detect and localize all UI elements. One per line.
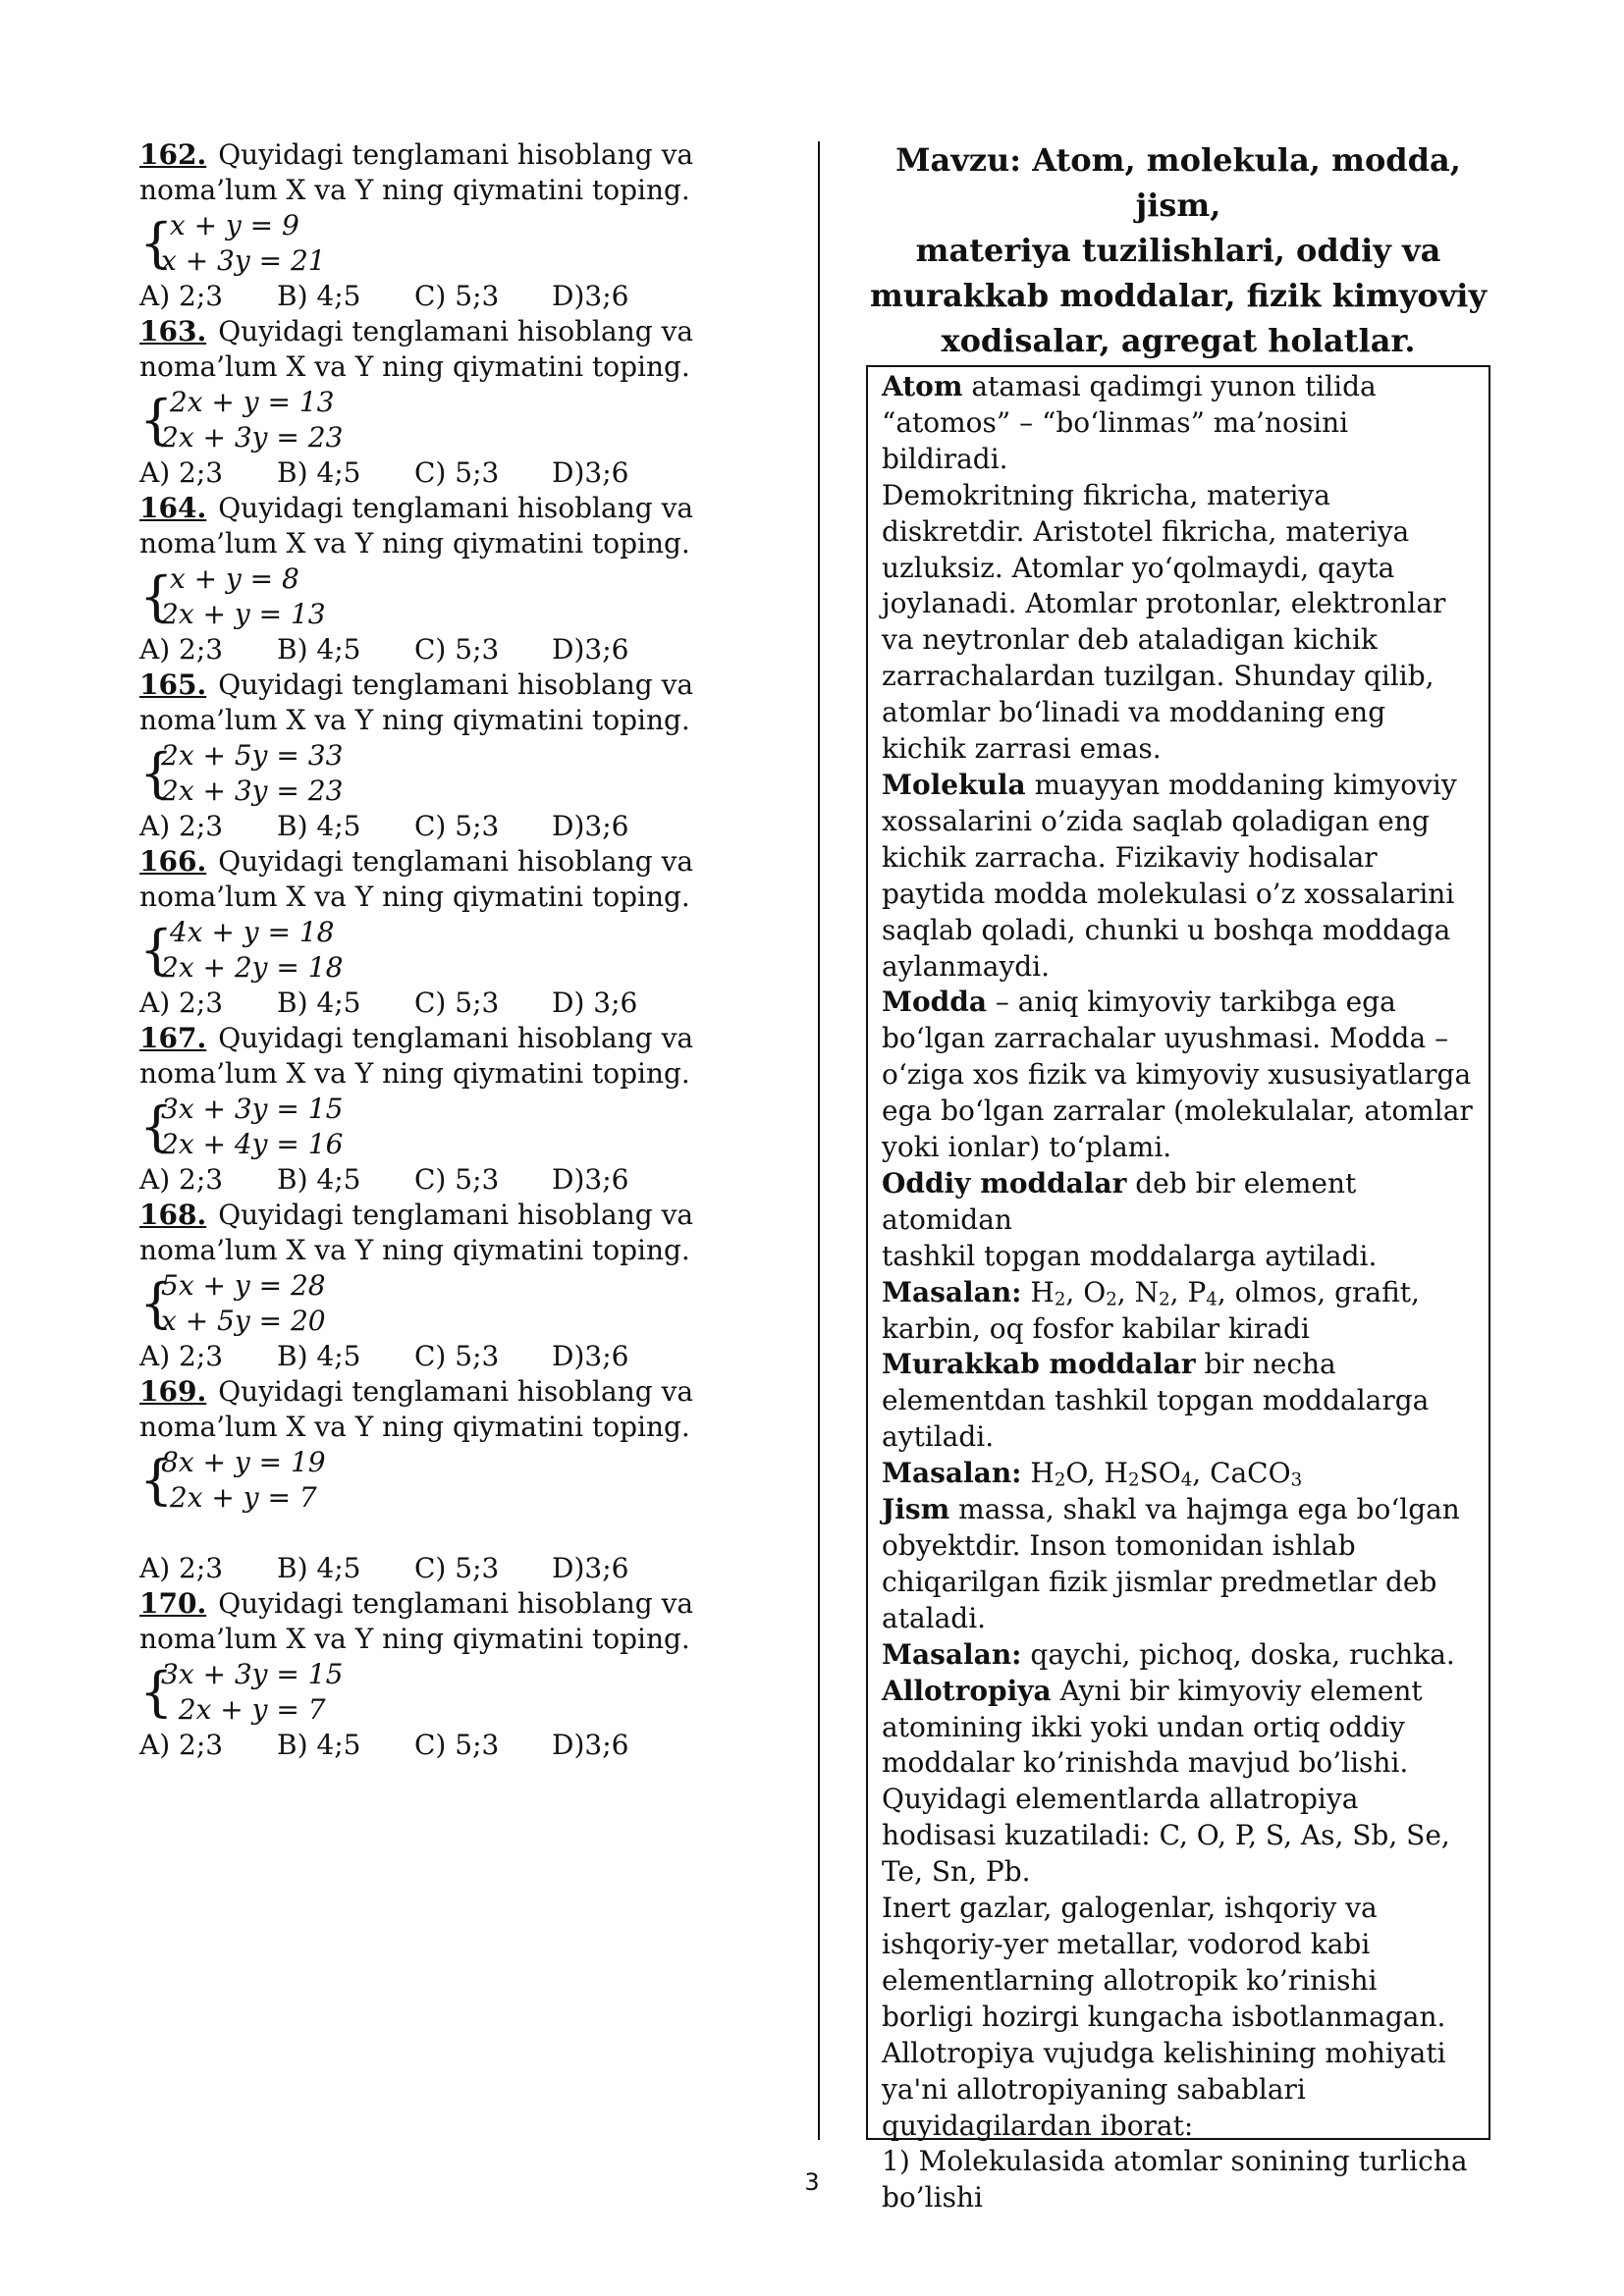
answer-option: A) 2;3 [139, 1163, 224, 1196]
definition-line: paytida modda molekulasi o’z xossalarini [882, 877, 1455, 910]
definition-line: elementdan tashkil topgan moddalarga [882, 1384, 1430, 1417]
question-number: 169. [139, 1375, 207, 1408]
answer-option: D)3;6 [552, 456, 629, 489]
definition-line: elementlarning allotropik ko’rinishi [882, 1963, 1378, 1997]
answer-option: A) 2;3 [139, 633, 224, 666]
equation-system [139, 385, 827, 455]
definition-paragraph [882, 768, 1475, 985]
column-divider [818, 141, 820, 2140]
equation: 2x + y = 13 [161, 598, 326, 630]
brace-icon: { [139, 919, 174, 981]
answer-option: D)3;6 [552, 810, 629, 842]
equation-system [139, 738, 827, 809]
definition-line: va neytronlar deb ataladigan kichik [882, 623, 1378, 657]
equation-system [139, 1445, 827, 1516]
answer-option: B) 4;5 [277, 1340, 361, 1372]
definition-line: zarrachalardan tuzilgan. Shunday qilib, [882, 660, 1435, 693]
definition-text: – aniq kimyoviy tarkibga ega [986, 986, 1396, 1019]
equation: 2x + 3y = 23 [161, 774, 344, 807]
question-text: Quyidagi tenglamani hisoblang va noma’lum X va Y ning qiymatini toping. [139, 1587, 694, 1655]
definition-line: Te, Sn, Pb. [882, 1855, 1031, 1889]
question-prompt [139, 137, 827, 208]
question-number: 165. [139, 668, 207, 701]
question-number: 164. [139, 492, 207, 524]
answer-options [139, 1162, 827, 1198]
answer-option: A) 2;3 [139, 1729, 224, 1761]
answer-option: A) 2;3 [139, 810, 224, 842]
question-text: Quyidagi tenglamani hisoblang va noma’lum X va Y ning qiymatini toping. [139, 845, 694, 913]
question-prompt [139, 667, 827, 738]
definition-line: Demokritning fikricha, materiya [882, 478, 1330, 511]
answer-option: C) 5;3 [414, 456, 500, 489]
answer-option: C) 5;3 [414, 987, 500, 1019]
definition-paragraph [882, 1347, 1475, 1456]
definition-first-line [882, 985, 1475, 1021]
answer-option: B) 4;5 [277, 1729, 361, 1761]
equation-system [139, 561, 827, 632]
definition-line: aytiladi. [882, 1420, 995, 1454]
formula-subscript: 2 [1106, 1289, 1117, 1310]
question-item [139, 137, 827, 314]
definition-line: chiqarilgan fizik jismlar predmetlar deb [882, 1565, 1437, 1598]
definition-line: obyektdir. Inson tomonidan ishlab [882, 1529, 1356, 1562]
definition-line: uzluksiz. Atomlar yo‘qolmaydi, qayta [882, 551, 1395, 584]
question-number: 162. [139, 138, 207, 171]
equation: 2x + 2y = 18 [161, 951, 344, 984]
answer-option: D)3;6 [552, 1340, 629, 1372]
equation: 5x + y = 28 [161, 1269, 326, 1302]
brace-icon: { [139, 389, 174, 451]
question-item [139, 844, 827, 1021]
question-number: 170. [139, 1587, 207, 1620]
question-item [139, 314, 827, 491]
equation: 8x + y = 19 [161, 1446, 326, 1478]
answer-option: A) 2;3 [139, 456, 224, 489]
answer-option: C) 5;3 [414, 810, 500, 842]
definition-term: Allotropiya [882, 1674, 1052, 1707]
formula-text: SO [1139, 1457, 1181, 1490]
definition-line: Quyidagi elementlarda allatropiya [882, 1783, 1359, 1816]
answer-option: A) 2;3 [139, 987, 224, 1019]
definition-line: yoki ionlar) to‘plami. [882, 1131, 1172, 1164]
answer-option: C) 5;3 [414, 1729, 500, 1761]
definition-first-line [882, 369, 1475, 405]
definition-paragraph [882, 1275, 1475, 1348]
formula-text: , CaCO [1192, 1457, 1291, 1490]
answer-option: B) 4;5 [277, 810, 361, 842]
answer-option: A) 2;3 [139, 1552, 224, 1584]
brace-icon: { [139, 1661, 174, 1723]
equation: x + 5y = 20 [161, 1305, 326, 1337]
definition-paragraph [882, 1637, 1475, 1674]
definition-line: atomining ikki yoki undan ortiq oddiy [882, 1710, 1405, 1743]
definition-line: bo‘lgan zarrachalar uyushmasi. Modda – [882, 1022, 1449, 1055]
definition-first-line [882, 1637, 1475, 1674]
answer-options [139, 279, 827, 314]
definition-line: Allotropiya vujudga kelishining mohiyati [882, 2036, 1446, 2069]
question-prompt [139, 1374, 827, 1445]
equation: 2x + 3y = 23 [161, 421, 344, 454]
topic-line-3: murakkab moddalar, fizik kimyoviy [869, 277, 1488, 314]
answer-option: C) 5;3 [414, 1340, 500, 1372]
answer-option: B) 4;5 [277, 633, 361, 666]
definition-first-line [882, 768, 1475, 804]
definition-term: Masalan: [882, 1637, 1022, 1671]
definition-line: atomlar bo‘linadi va moddaning eng [882, 696, 1386, 729]
formula-text: , P [1169, 1275, 1207, 1308]
question-number: 167. [139, 1022, 207, 1054]
definition-line: borligi hozirgi kungacha isbotlanmagan. [882, 2000, 1446, 2033]
definition-first-line [882, 1456, 1475, 1492]
formula-subscript: 2 [1054, 1289, 1066, 1310]
formula-text: , N [1116, 1275, 1160, 1308]
definition-paragraph [882, 985, 1475, 1166]
definition-line: xossalarini o’zida saqlab qoladigan eng [882, 804, 1430, 837]
definition-first-line [882, 1166, 1475, 1239]
definition-term: Masalan: [882, 1457, 1022, 1490]
formula-text: , O [1065, 1275, 1107, 1308]
question-item [139, 1198, 827, 1374]
definition-paragraph [882, 1492, 1475, 1637]
question-text: Quyidagi tenglamani hisoblang va noma’lum X va Y ning qiymatini toping. [139, 1375, 694, 1443]
definition-line: ya'ni allotropiyaning sabablari [882, 2072, 1306, 2106]
definition-line: diskretdir. Aristotel fikricha, materiya [882, 514, 1410, 548]
definition-line: kichik zarrasi emas. [882, 732, 1162, 766]
equation: 2x + y = 7 [161, 1693, 326, 1726]
brace-icon: { [139, 1095, 174, 1157]
answer-option: B) 4;5 [277, 456, 361, 489]
equation: 3x + 3y = 15 [161, 1093, 344, 1125]
definition-line: karbin, oq fosfor kabilar kiradi [882, 1311, 1310, 1345]
brace-icon: { [139, 742, 174, 804]
question-prompt [139, 314, 827, 385]
definition-first-line [882, 1275, 1475, 1311]
definition-line: bo’lishi [882, 2181, 983, 2215]
answer-options [139, 632, 827, 667]
definition-line: o‘ziga xos fizik va kimyoviy xususiyatlarga [882, 1058, 1472, 1092]
definition-first-line [882, 1347, 1475, 1383]
equation: x + y = 8 [161, 562, 299, 595]
questions-column [139, 137, 827, 1763]
definition-line: quyidagilardan iborat: [882, 2109, 1194, 2142]
definition-term: Modda [882, 986, 987, 1019]
answer-options [139, 455, 827, 491]
definition-term: Molekula [882, 768, 1026, 801]
equation: 2x + y = 7 [161, 1481, 317, 1514]
answer-option: A) 2;3 [139, 1340, 224, 1372]
definition-paragraph [882, 1456, 1475, 1492]
definition-line: moddalar ko’rinishda mavjud bo’lishi. [882, 1746, 1409, 1780]
answer-option: B) 4;5 [277, 1163, 361, 1196]
definition-line: saqlab qoladi, chunki u boshqa moddaga [882, 913, 1451, 946]
equation-system [139, 1092, 827, 1162]
answer-option: A) 2;3 [139, 280, 224, 312]
definition-text: atamasi qadimgi yunon tilida [962, 370, 1377, 402]
definition-term: Masalan: [882, 1275, 1022, 1308]
equation-system [139, 915, 827, 986]
definition-paragraph [882, 1166, 1475, 1275]
answer-options [139, 1728, 827, 1763]
formula-text: , olmos, grafit, [1217, 1275, 1420, 1308]
question-number: 168. [139, 1199, 207, 1231]
formula-subscript: 3 [1290, 1469, 1303, 1491]
definition-line: tashkil topgan moddalarga aytiladi. [882, 1239, 1378, 1272]
definition-paragraph [882, 369, 1475, 768]
definition-text: bir necha [1195, 1348, 1336, 1381]
formula-subscript: 2 [1054, 1469, 1066, 1491]
question-text: Quyidagi tenglamani hisoblang va noma’lum X va Y ning qiymatini toping. [139, 492, 694, 560]
brace-icon: { [139, 212, 174, 274]
question-prompt [139, 1586, 827, 1657]
question-text: Quyidagi tenglamani hisoblang va noma’lum X va Y ning qiymatini toping. [139, 668, 694, 736]
question-prompt [139, 1198, 827, 1268]
definition-paragraph [882, 1674, 1475, 2217]
answer-options [139, 1339, 827, 1374]
topic-line-4: xodisalar, agregat holatlar. [941, 322, 1416, 359]
equation: 2x + y = 13 [161, 386, 335, 418]
definition-line: hodisasi kuzatiladi: C, O, P, S, As, Sb, Se, [882, 1819, 1450, 1852]
definition-line: 1) Molekulasida atomlar sonining turlicha [882, 2145, 1468, 2178]
question-number: 163. [139, 315, 207, 347]
question-item [139, 1021, 827, 1198]
answer-option: D)3;6 [552, 633, 629, 666]
definition-term: Murakkab moddalar [882, 1348, 1196, 1381]
question-text: Quyidagi tenglamani hisoblang va noma’lum X va Y ning qiymatini toping. [139, 138, 694, 206]
equation: 2x + 5y = 33 [161, 739, 344, 772]
question-text: Quyidagi tenglamani hisoblang va noma’lum X va Y ning qiymatini toping. [139, 1199, 694, 1266]
answer-option: D)3;6 [552, 280, 629, 312]
definition-line: joylanadi. Atomlar protonlar, elektronlar [882, 587, 1446, 620]
definition-text: deb bir element atomidan [882, 1166, 1357, 1236]
definition-text: muayyan moddaning kimyoviy [1025, 768, 1457, 801]
question-prompt [139, 491, 827, 561]
definition-first-line [882, 1674, 1475, 1710]
answer-option: D) 3;6 [552, 987, 638, 1019]
answer-option: C) 5;3 [414, 633, 500, 666]
formula-text: O, H [1065, 1457, 1128, 1490]
question-prompt [139, 1021, 827, 1092]
question-prompt [139, 844, 827, 915]
formula-subscript: 4 [1206, 1289, 1218, 1310]
definition-line: aylanmaydi. [882, 949, 1051, 983]
definition-line: ega bo‘lgan zarralar (molekulalar, atomlar [882, 1095, 1473, 1128]
equation: x + y = 9 [161, 209, 299, 241]
answer-option: C) 5;3 [414, 1163, 500, 1196]
definition-term: Atom [882, 370, 963, 402]
question-item [139, 1374, 827, 1586]
page-number: 3 [804, 2168, 820, 2196]
definition-first-line [882, 1492, 1475, 1528]
answer-option: D)3;6 [552, 1552, 629, 1584]
brace-icon: { [139, 1449, 174, 1511]
equation: 4x + y = 18 [161, 916, 335, 948]
formula-text: H [1021, 1275, 1055, 1308]
answer-options [139, 986, 827, 1021]
definition-text: massa, shakl va hajmga ega bo‘lgan [949, 1493, 1460, 1526]
definition-text: Ayni bir kimyoviy element [1051, 1674, 1423, 1707]
question-item [139, 491, 827, 667]
answer-option: B) 4;5 [277, 1552, 361, 1584]
formula-subscript: 4 [1180, 1469, 1193, 1491]
question-text: Quyidagi tenglamani hisoblang va noma’lum X va Y ning qiymatini toping. [139, 315, 694, 383]
formula-subscript: 2 [1159, 1289, 1170, 1310]
equation-system [139, 1268, 827, 1339]
definition-term: Oddiy moddalar [882, 1166, 1127, 1200]
formula-subscript: 2 [1127, 1469, 1140, 1491]
answer-option: C) 5;3 [414, 280, 500, 312]
equation: 3x + 3y = 15 [161, 1658, 344, 1690]
definition-term: Jism [882, 1493, 950, 1526]
equation: 2x + 4y = 16 [161, 1128, 344, 1160]
question-text: Quyidagi tenglamani hisoblang va noma’lum X va Y ning qiymatini toping. [139, 1022, 694, 1090]
question-item [139, 667, 827, 844]
formula-text: H [1021, 1457, 1055, 1490]
definitions-box [866, 365, 1490, 2215]
answer-options [139, 1551, 827, 1586]
brace-icon: { [139, 565, 174, 627]
question-item [139, 1586, 827, 1763]
equation: x + 3y = 21 [161, 244, 326, 277]
definition-line: Inert gazlar, galogenlar, ishqoriy va [882, 1892, 1378, 1925]
equation-system [139, 208, 827, 279]
question-number: 166. [139, 845, 207, 878]
definition-line: kichik zarracha. Fizikaviy hodisalar [882, 840, 1378, 874]
definition-line: “atomos” – “bo‘linmas” ma’nosini bildiradi. [882, 405, 1349, 475]
answer-option: D)3;6 [552, 1163, 629, 1196]
answer-option: B) 4;5 [277, 280, 361, 312]
definition-text: qaychi, pichoq, doska, ruchka. [1021, 1637, 1455, 1671]
answer-option: C) 5;3 [414, 1552, 500, 1584]
topic-line-1: Mavzu: Atom, molekula, modda, jism, [895, 141, 1461, 224]
topic-heading [864, 137, 1492, 363]
answer-option: B) 4;5 [277, 987, 361, 1019]
definition-line: ataladi. [882, 1601, 987, 1634]
answer-options [139, 809, 827, 844]
definition-line: ishqoriy-yer metallar, vodorod kabi [882, 1927, 1371, 1960]
equation-system [139, 1657, 827, 1728]
answer-option: D)3;6 [552, 1729, 629, 1761]
brace-icon: { [139, 1272, 174, 1334]
topic-line-2: materiya tuzilishlari, oddiy va [915, 232, 1441, 269]
